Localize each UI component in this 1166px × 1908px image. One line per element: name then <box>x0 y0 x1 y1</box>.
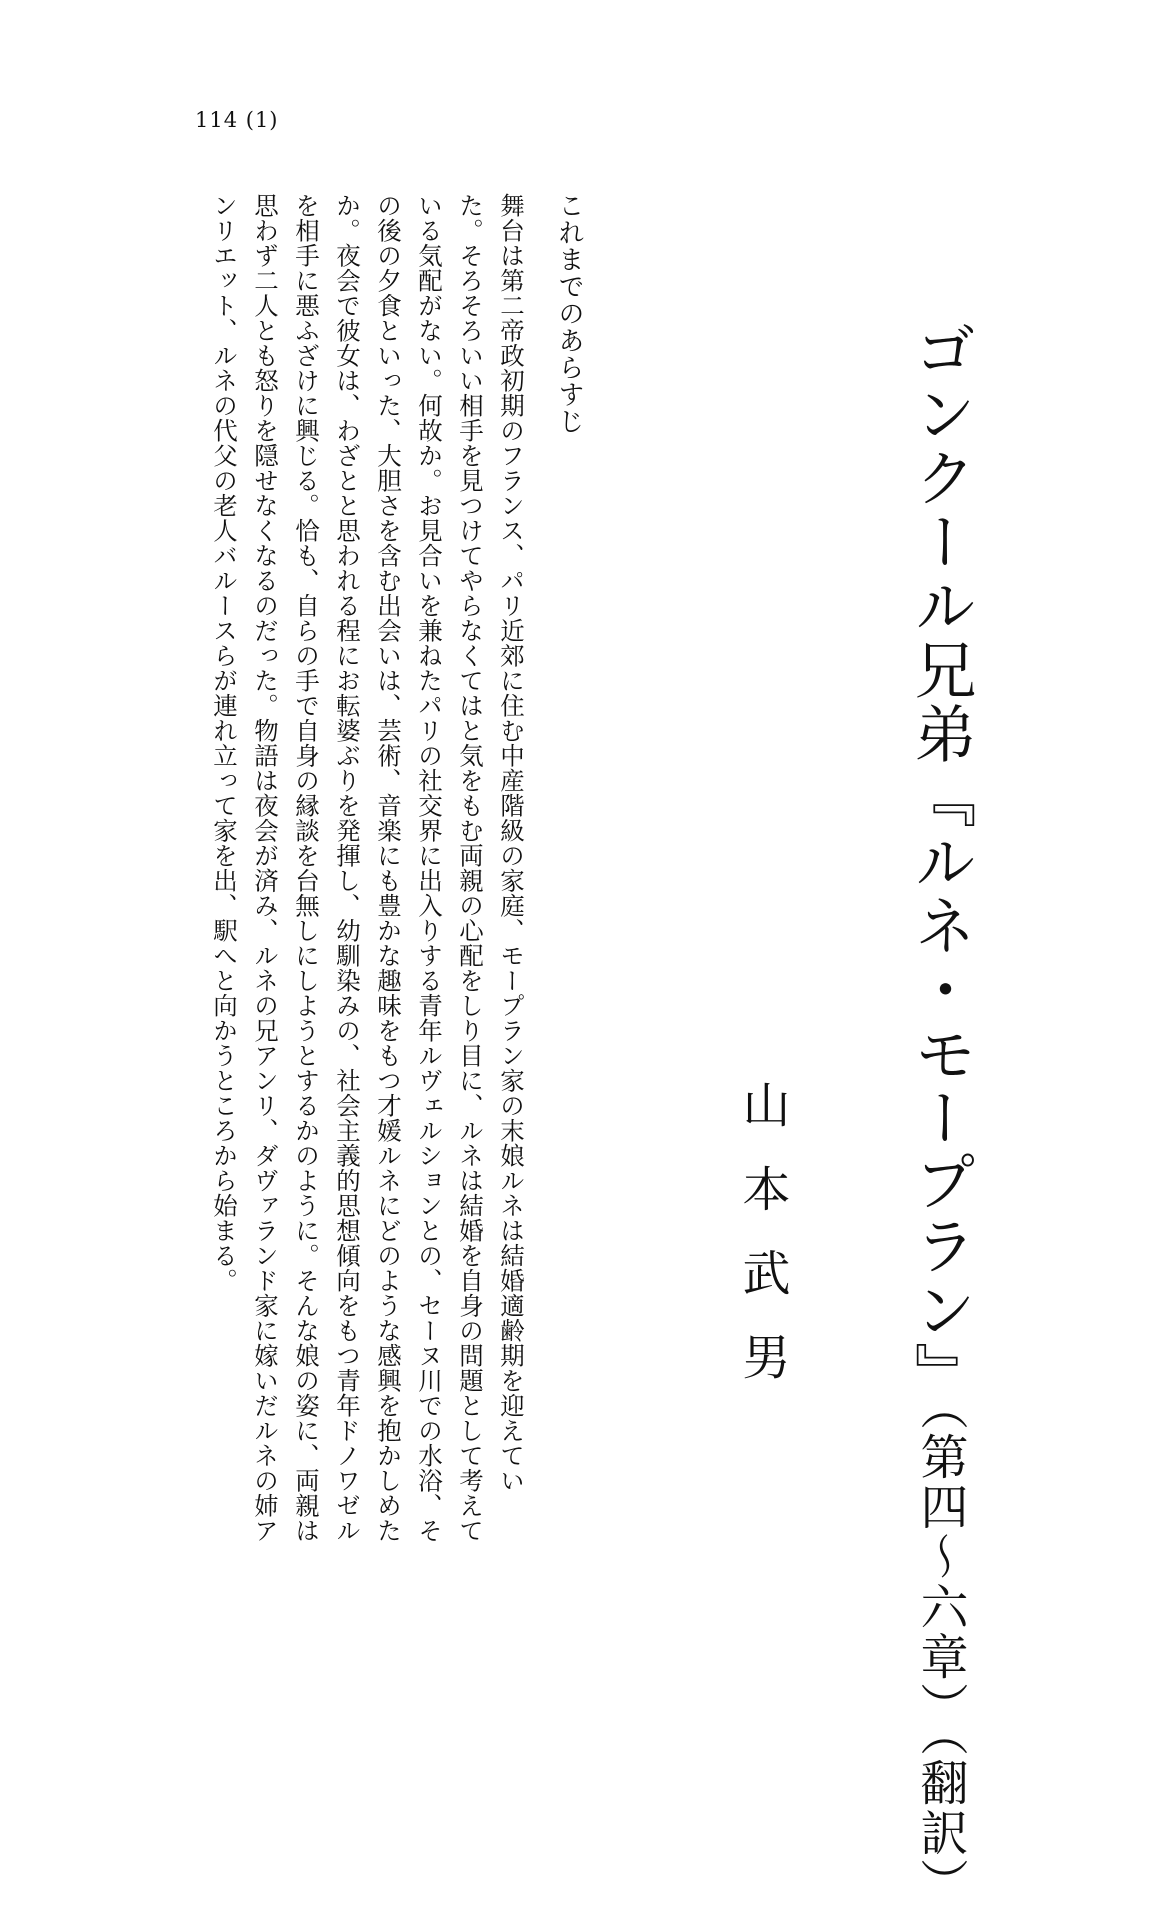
synopsis-line: いる気配がない。何故か。お見合いを兼ねたパリの社交界に出入りする青年ルヴェルションとの、セーヌ川での水浴、そ <box>415 193 444 1543</box>
synopsis-line: ンリエット、ルネの代父の老人バルースらが連れ立って家を出、駅へと向かうところから始まる。 <box>210 193 239 1293</box>
synopsis-body <box>204 193 532 1543</box>
synopsis-line: 舞台は第二帝政初期のフランス、パリ近郊に住む中産階級の家庭、モープラン家の末娘ルネは結婚適齢期を迎えてい <box>497 193 526 1493</box>
synopsis-line: の後の夕食といった、大胆さを含む出会いは、芸術、音楽にも豊かな趣味をもつ才媛ルネにどのような感興を抱かしめた <box>374 193 403 1543</box>
article-title-sub: （第四～六章）（翻訳） <box>912 1406 968 1908</box>
synopsis-line: 思わず二人とも怒りを隠せなくなるのだった。物語は夜会が済み、ルネの兄アンリ、ダヴァランド家に嫁いだルネの姉ア <box>251 193 280 1543</box>
synopsis-line: を相手に悪ふざけに興じる。恰も、自らの手で自身の縁談を台無しにしようとするかのように。そんな娘の姿に、両親は <box>292 193 321 1543</box>
synopsis-line: か。夜会で彼女は、わざとと思われる程にお転婆ぶりを発揮し、幼馴染みの、社会主義的思想傾向をもつ青年ドノワゼル <box>333 193 362 1543</box>
synopsis-heading: これまでのあらすじ <box>554 192 584 435</box>
page-number: 114 (1) <box>195 108 279 132</box>
article-title-main: ゴンクール兄弟『ルネ・モープラン』 <box>904 318 977 1406</box>
author-name: 山本武男 <box>734 1080 790 1416</box>
article-title <box>904 318 977 1908</box>
synopsis-line: た。そろそろいい相手を見つけてやらなくてはと気をもむ両親の心配をしり目に、ルネは結婚を自身の問題として考えて <box>456 193 485 1543</box>
